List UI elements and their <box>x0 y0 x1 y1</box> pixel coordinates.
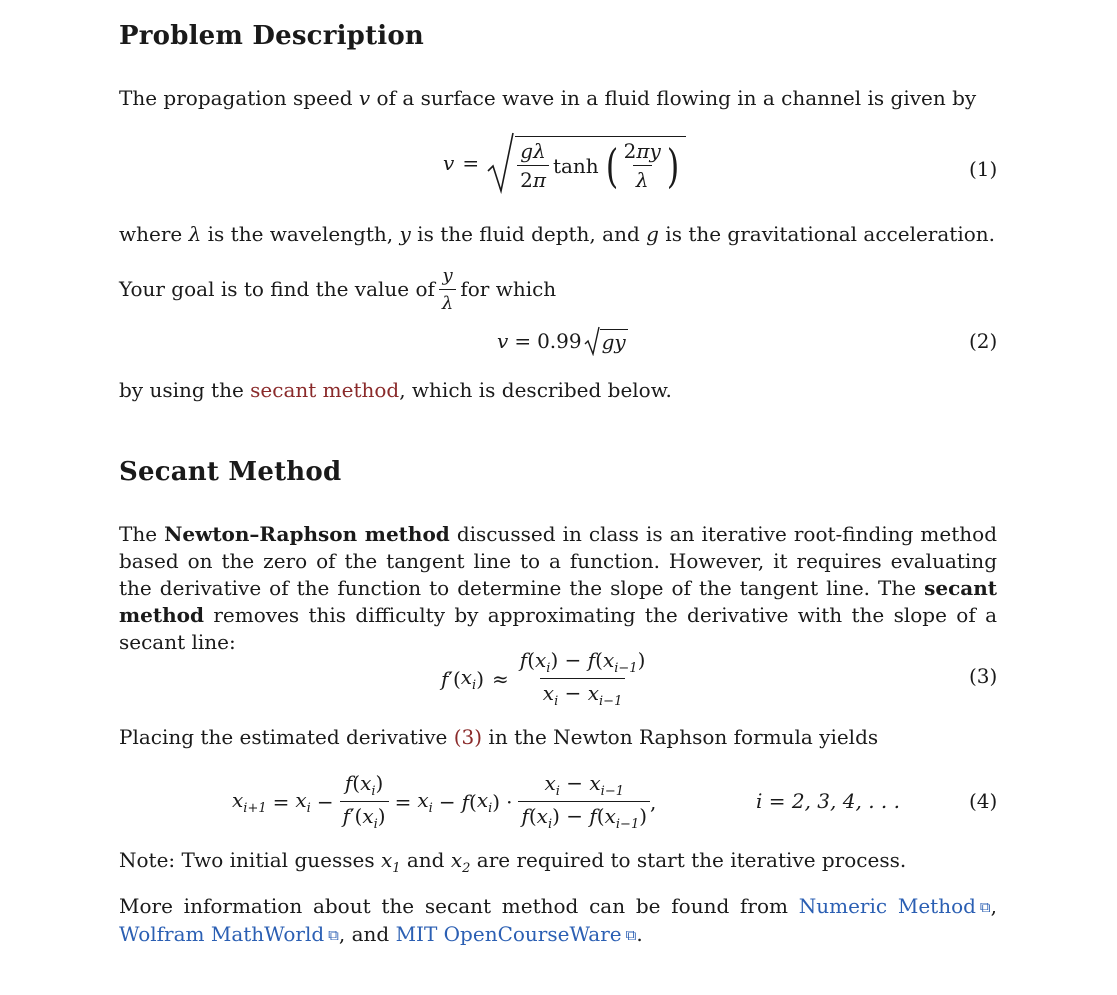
goal-line <box>119 262 556 317</box>
eq4-frac-secant: $\frac{x_i - x_{i-1}}{f(x_i) - f(x_{i-1})}$ <box>518 771 650 832</box>
eq2-number: (2) <box>969 329 998 353</box>
goal-text-2: for which <box>460 277 557 301</box>
more-info-paragraph: More information about the secant method can be found from Numeric Method ⧉, Wolfram MathWorld ⧉, and MIT OpenCourseWare ⧉. <box>119 894 997 946</box>
external-link-icon: ⧉ <box>625 926 637 944</box>
intro-text-1: The propagation speed <box>119 86 359 110</box>
eq3-number: (3) <box>969 664 998 688</box>
eq1-equals: = <box>462 151 480 175</box>
intro-text-2: of a surface wave in a fluid flowing in a channel is given by <box>370 86 977 110</box>
problem-intro <box>119 85 976 112</box>
eq3-reference-link[interactable]: (3) <box>453 725 483 749</box>
goal-text-1: Your goal is to find the value of <box>119 277 435 301</box>
eq1-sqrt-sign <box>487 131 515 195</box>
equation-3: f ′( $x_i$ ) ≈ $\frac{f(x_i) - f(x_{i-1})}{x_i - x_{i-1}}$ <box>441 648 648 709</box>
numeric-method-link[interactable]: Numeric Method <box>798 894 976 918</box>
note-x1: $x_1$ <box>380 848 401 876</box>
eq4-index-range: i = 2, 3, 4, . . . <box>756 789 900 813</box>
newton-raphson-bold: Newton–Raphson method <box>164 522 450 546</box>
external-link-icon: ⧉ <box>328 926 339 944</box>
equation-2: v = 0.99 gy <box>497 326 628 356</box>
equation-1 <box>443 128 686 198</box>
goal-frac-y-lambda: $\frac{y}{\lambda}$ <box>439 262 456 317</box>
placing-line: Placing the estimated derivative (3) in the Newton Raphson formula yields <box>119 725 879 749</box>
mit-opencourseware-link[interactable]: MIT OpenCourseWare <box>395 922 622 946</box>
wolfram-mathworld-link[interactable]: Wolfram MathWorld <box>119 922 325 946</box>
equation-4: $x_{i+1}$ = $x_i$ − $\frac{f(x_i)}{f'(x_i)}$ = $x_i$ − f ( $x_i$ ) · $\frac{x_i - x_{i-1}}{f(x_i) - f(x_{i-1})}$ , <box>232 771 657 832</box>
secant-heading: Secant Method <box>119 457 342 487</box>
eq1-frac-glambda: $\frac{g\lambda}{2\pi}$ <box>517 139 549 192</box>
eq1-tanh: tanh <box>552 153 599 178</box>
secant-paragraph: The Newton–Raphson method discussed in class is an iterative root-finding method based on the zero of the tangent line to a function. However, it requires evaluating the derivative of the function to determine the slope of the tangent line. The secant method removes this difficulty by approximating the derivative with the slope of a secant line: <box>119 522 997 654</box>
method-line: by using the secant method, which is described below. <box>119 378 672 402</box>
secant-method-link[interactable]: secant method <box>250 378 400 402</box>
eq1-number: (1) <box>969 157 998 181</box>
eq1-radicand: $\frac{g\lambda}{2\pi}$ tanh ( $\frac{2\pi y}{\lambda}$ ) <box>515 136 686 192</box>
eq1-frac-2piy: $\frac{2\pi y}{\lambda}$ <box>623 139 661 192</box>
eq1-v: v <box>443 151 455 175</box>
secant-method-bold: secant method <box>119 576 997 627</box>
eq3-fraction: $\frac{f(x_i) - f(x_{i-1})}{x_i - x_{i-1}}$ <box>519 648 646 709</box>
problem-heading: Problem Description <box>119 21 424 51</box>
intro-var-v: v <box>358 86 371 110</box>
external-link-icon: ⧉ <box>979 898 991 916</box>
note-line: Note: Two initial guesses $x_1$ and $x_2$ are required to start the iterative process. <box>119 848 907 876</box>
eq4-number: (4) <box>969 789 998 813</box>
note-x2: $x_2$ <box>450 848 471 876</box>
eq2-sqrt-sign <box>584 326 600 356</box>
where-line: where λ is the wavelength, y is the fluid depth, and g is the gravitational acceleration. <box>119 222 995 246</box>
eq4-frac-f-over-fprime: $\frac{f(x_i)}{f'(x_i)}$ <box>340 771 389 832</box>
eq2-radicand: gy <box>601 330 626 354</box>
